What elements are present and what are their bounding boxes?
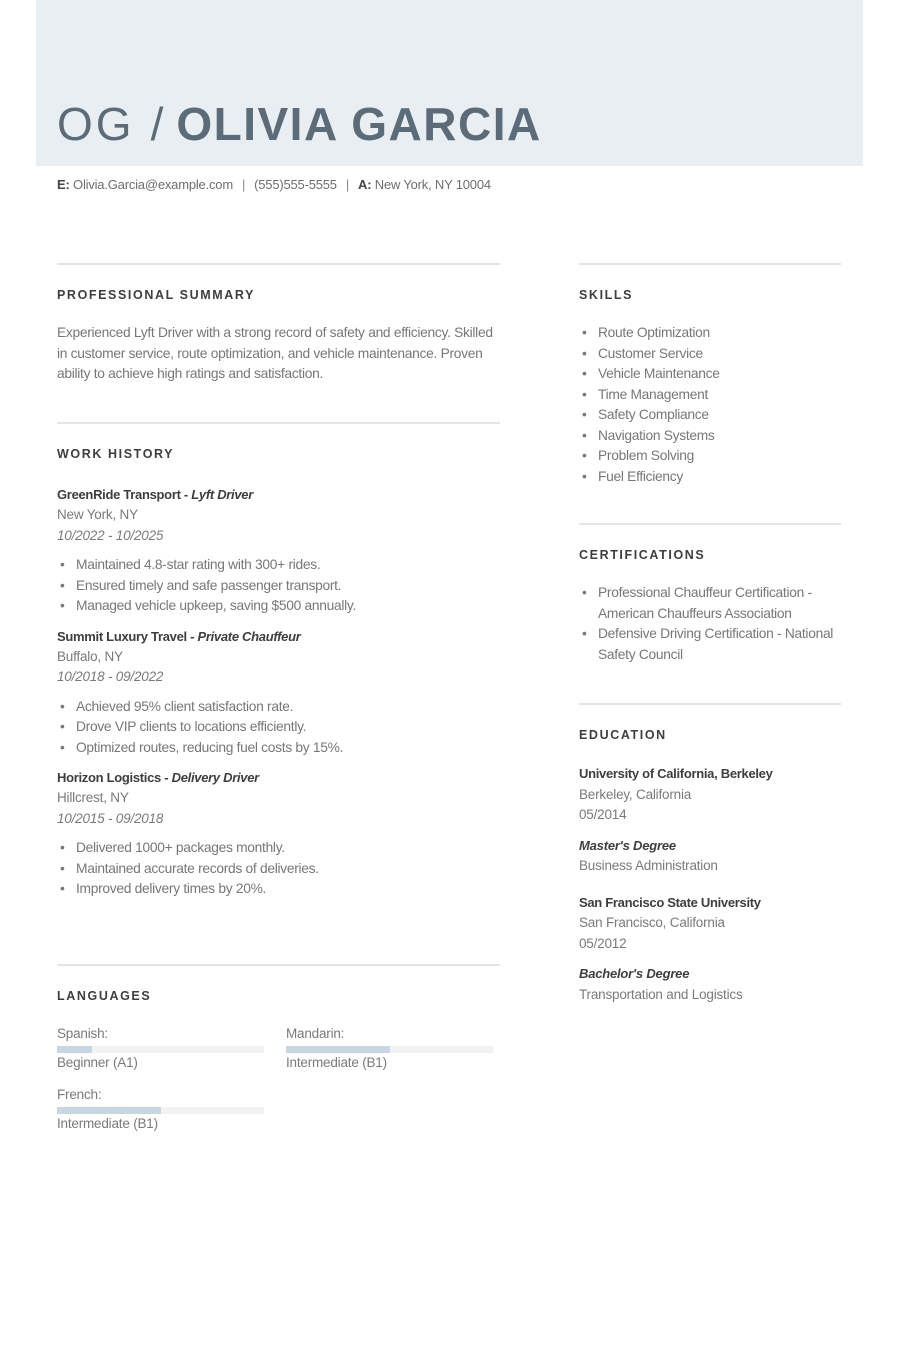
certification-item: • Professional Chauffeur Certification - American Chauffeurs Association bbox=[579, 583, 841, 624]
certifications-section bbox=[579, 523, 841, 665]
skill-item: • Safety Compliance bbox=[579, 405, 841, 426]
section-title: CERTIFICATIONS bbox=[579, 548, 706, 562]
languages-grid bbox=[57, 1024, 500, 1144]
language-name: Mandarin: bbox=[286, 1026, 345, 1041]
skill-item: • Navigation Systems bbox=[579, 426, 841, 447]
education-school: San Francisco State University bbox=[579, 894, 761, 910]
job-bullets bbox=[57, 555, 500, 617]
job-title: Summit Luxury Travel - Private Chauffeur bbox=[57, 628, 301, 644]
section-title: PROFESSIONAL SUMMARY bbox=[57, 288, 255, 302]
phone-value: (555)555-5555 bbox=[254, 177, 337, 192]
language-level: Beginner (A1) bbox=[57, 1055, 138, 1070]
education-school: University of California, Berkeley bbox=[579, 766, 773, 781]
skill-item: • Customer Service bbox=[579, 344, 841, 365]
initials: OG bbox=[57, 98, 135, 150]
professional-summary-section bbox=[57, 263, 500, 385]
job-location: Hillcrest, NY bbox=[57, 790, 129, 805]
language-mandarin bbox=[286, 1024, 493, 1073]
certification-item: • Defensive Driving Certification - National Safety Council bbox=[579, 624, 841, 665]
summary-text: Experienced Lyft Driver with a strong record of safety and efficiency. Skilled in customer service, route optimization, and vehicle maintenance. Proven ability to achieve high ratings and satisfaction. bbox=[57, 325, 493, 381]
job-bullet: • Maintained accurate records of deliveries. bbox=[57, 859, 500, 880]
job-bullet: • Achieved 95% client satisfaction rate. bbox=[57, 697, 500, 718]
education-entry bbox=[579, 893, 841, 1006]
skill-item: • Fuel Efficiency bbox=[579, 467, 841, 488]
job-entry bbox=[57, 768, 500, 900]
job-bullet: • Improved delivery times by 20%. bbox=[57, 879, 500, 900]
language-level-track bbox=[286, 1046, 493, 1053]
job-title: Horizon Logistics - Delivery Driver bbox=[57, 770, 259, 785]
contact-line bbox=[57, 177, 491, 192]
job-company: Summit Luxury Travel bbox=[57, 628, 187, 644]
job-bullet: • Maintained 4.8-star rating with 300+ rides. bbox=[57, 555, 500, 576]
education-location: Berkeley, California bbox=[579, 786, 692, 802]
job-bullets bbox=[57, 697, 500, 759]
name-heading bbox=[57, 96, 542, 152]
skill-item: • Route Optimization bbox=[579, 323, 841, 344]
education-entry bbox=[579, 764, 841, 877]
job-location: New York, NY bbox=[57, 507, 138, 522]
address-label: A: bbox=[358, 177, 372, 192]
job-bullet: • Managed vehicle upkeep, saving $500 annually. bbox=[57, 596, 500, 617]
job-dates: 10/2022 - 10/2025 bbox=[57, 527, 164, 543]
section-title: SKILLS bbox=[579, 288, 634, 302]
education-location: San Francisco, California bbox=[579, 915, 725, 930]
skills-section bbox=[579, 263, 841, 487]
language-french bbox=[57, 1085, 264, 1134]
section-divider bbox=[57, 263, 500, 265]
job-bullet: • Ensured timely and safe passenger transport. bbox=[57, 576, 500, 597]
language-level-fill bbox=[57, 1046, 92, 1053]
language-spanish bbox=[57, 1024, 264, 1073]
job-role: Delivery Driver bbox=[171, 770, 259, 785]
language-name: Spanish: bbox=[57, 1026, 108, 1041]
job-location: Buffalo, NY bbox=[57, 648, 123, 664]
language-level-fill bbox=[286, 1046, 390, 1053]
section-divider bbox=[579, 703, 841, 705]
section-divider bbox=[57, 964, 500, 966]
education-date: 05/2014 bbox=[579, 807, 627, 822]
job-title: GreenRide Transport - Lyft Driver bbox=[57, 487, 253, 502]
skill-item: • Vehicle Maintenance bbox=[579, 364, 841, 385]
section-title: LANGUAGES bbox=[57, 989, 152, 1003]
job-entry bbox=[57, 627, 500, 759]
language-name: French: bbox=[57, 1087, 102, 1102]
job-company: GreenRide Transport bbox=[57, 487, 181, 502]
name-separator: / bbox=[150, 98, 165, 150]
section-title: WORK HISTORY bbox=[57, 447, 175, 461]
language-level-track bbox=[57, 1046, 264, 1053]
job-dates: 10/2018 - 09/2022 bbox=[57, 669, 164, 684]
job-company: Horizon Logistics bbox=[57, 770, 161, 785]
job-bullets bbox=[57, 838, 500, 900]
skill-item: • Time Management bbox=[579, 385, 841, 406]
section-title: EDUCATION bbox=[579, 728, 667, 742]
education-field: Transportation and Logistics bbox=[579, 986, 743, 1002]
education-field: Business Administration bbox=[579, 858, 718, 873]
section-divider bbox=[579, 263, 841, 265]
job-bullet: • Delivered 1000+ packages monthly. bbox=[57, 838, 500, 859]
education-section bbox=[579, 703, 841, 1005]
skills-list bbox=[579, 323, 841, 487]
language-level-fill bbox=[57, 1107, 161, 1114]
section-divider bbox=[57, 422, 500, 424]
language-level: Intermediate (B1) bbox=[57, 1116, 158, 1131]
language-level-track bbox=[57, 1107, 264, 1114]
certifications-list bbox=[579, 583, 841, 665]
job-role: Lyft Driver bbox=[191, 487, 253, 502]
job-dates: 10/2015 - 09/2018 bbox=[57, 810, 164, 826]
education-degree: Master's Degree bbox=[579, 837, 676, 853]
email-value[interactable]: Olivia.Garcia@example.com bbox=[73, 177, 233, 192]
education-date: 05/2012 bbox=[579, 935, 627, 951]
job-bullet: • Optimized routes, reducing fuel costs by 15%. bbox=[57, 738, 500, 759]
address-value: New York, NY 10004 bbox=[374, 177, 491, 192]
email-label: E: bbox=[57, 177, 70, 192]
language-level: Intermediate (B1) bbox=[286, 1055, 387, 1070]
full-name: OLIVIA GARCIA bbox=[176, 98, 542, 150]
job-bullet: • Drove VIP clients to locations efficiently. bbox=[57, 717, 500, 738]
contact-divider: | bbox=[241, 177, 246, 192]
job-role: Private Chauffeur bbox=[197, 628, 301, 644]
contact-divider: | bbox=[345, 177, 350, 192]
job-entry bbox=[57, 485, 500, 617]
skill-item: • Problem Solving bbox=[579, 446, 841, 467]
education-degree: Bachelor's Degree bbox=[579, 966, 690, 981]
section-divider bbox=[579, 523, 841, 525]
work-history-section bbox=[57, 422, 500, 900]
languages-section bbox=[57, 964, 500, 1144]
